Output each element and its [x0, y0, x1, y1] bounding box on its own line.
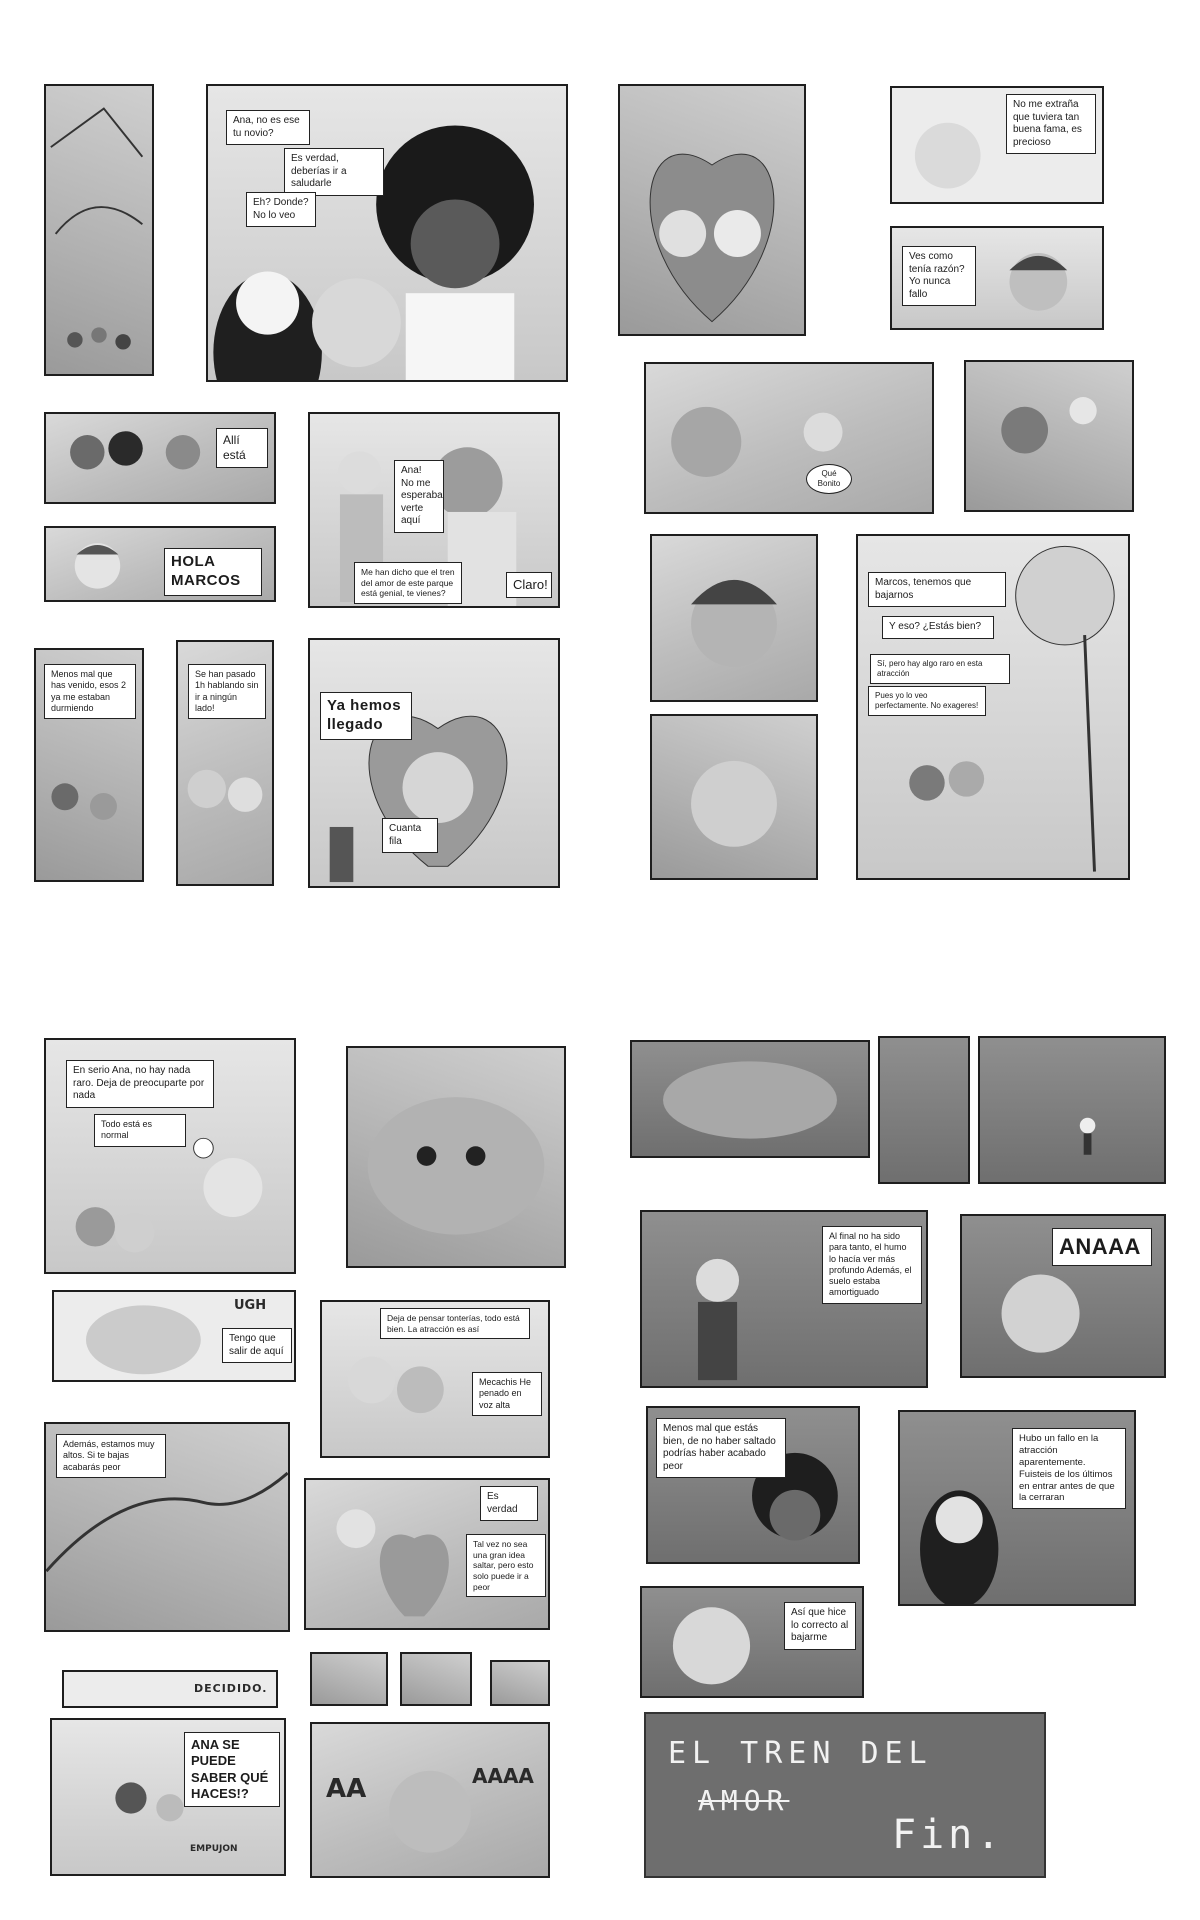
panel-p3-4 [320, 1300, 550, 1458]
speech-bubble: Es verdad [480, 1486, 538, 1521]
panel-p4-5 [898, 1410, 1136, 1606]
speech-bubble: Se han pasado 1h hablando sin ir a ningún lado! [188, 664, 266, 719]
panel-p2-7 [856, 534, 1130, 880]
speech-bubble: Ana, no es ese tu novio? [226, 110, 310, 145]
panel-p3-5 [44, 1422, 290, 1632]
speech-bubble: Pues yo lo veo perfectamente. No exageres! [868, 686, 986, 716]
panel-p4-6 [640, 1586, 864, 1698]
speech-bubble: Deja de pensar tonterías, todo está bien. La atracción es así [380, 1308, 530, 1339]
sfx-text: UGH [234, 1298, 267, 1313]
couple-heart-illustration [620, 86, 804, 334]
speech-bubble: En serio Ana, no hay nada raro. Deja de preocuparte por nada [66, 1060, 214, 1108]
panel-p1-3 [44, 412, 276, 504]
panel-p2-2 [890, 86, 1104, 204]
speech-bubble: Ana! No me esperaba verte aquí [394, 460, 444, 533]
rollercoaster-illustration [46, 86, 152, 374]
eyes-creature-illustration [348, 1048, 564, 1266]
speech-bubble: Allí está [216, 428, 268, 468]
ride-interior-illustration [646, 364, 932, 512]
panel-p1-7 [176, 640, 274, 886]
panel-p3-8 [50, 1718, 286, 1876]
speech-bubble: No me extraña que tuviera tan buena fama, es precioso [1006, 94, 1096, 154]
speech-bubble: Me han dicho que el tren del amor de este parque está genial, te vienes? [354, 562, 462, 604]
speech-bubble: Así que hice lo correcto al bajarme [784, 1602, 856, 1650]
panel-p1-6 [34, 648, 144, 882]
speech-bubble: ANAAA [1052, 1228, 1152, 1266]
fin-text: Fin. [892, 1812, 1005, 1858]
panel-p1-4 [44, 526, 276, 602]
speech-bubble: Ves como tenía razón? Yo nunca fallo [902, 246, 976, 306]
speech-bubble: Menos mal que has venido, esos 2 ya me estaban durmiendo [44, 664, 136, 719]
sfx-text: AAAA [472, 1764, 534, 1788]
speech-bubble: Además, estamos muy altos. Si te bajas acabarás peor [56, 1434, 166, 1478]
panel-p3-7 [62, 1670, 278, 1708]
panel-p3-2 [346, 1046, 566, 1268]
fall-impact-illustration [632, 1042, 868, 1156]
speech-bubble: Y eso? ¿Estás bien? [882, 616, 994, 639]
panel-p4-3 [960, 1214, 1166, 1378]
speech-bubble: Todo está es normal [94, 1114, 186, 1147]
panel-p1-5 [308, 412, 560, 608]
sfx-text: EMPUJON [190, 1844, 238, 1854]
speech-bubble: Cuanta fila [382, 818, 438, 853]
panel-p3-1 [44, 1038, 296, 1274]
panel-p3-9b [400, 1652, 472, 1706]
speech-bubble: Ya hemos llegado [320, 692, 412, 740]
panel-p2-4 [644, 362, 934, 514]
crossed-out-word: AMOR [698, 1784, 790, 1817]
panel-p1-8 [308, 638, 560, 888]
girl-eyes-closed-illustration [652, 716, 816, 878]
speech-bubble: Mecachis He penado en voz alta [472, 1372, 542, 1416]
speech-bubble: Qué Bonito [806, 464, 852, 494]
panel-p2-6b [650, 714, 818, 880]
panel-p4-2 [640, 1210, 928, 1388]
speech-bubble: Marcos, tenemos que bajarnos [868, 572, 1006, 607]
panel-p4-4 [646, 1406, 860, 1564]
small-figure-illustration [980, 1038, 1164, 1182]
speech-bubble: Hubo un fallo en la atracción aparentemente. Fuisteis de los últimos en entrar antes de que la cerraran [1012, 1428, 1126, 1509]
panel-p4-1a [630, 1040, 870, 1158]
speech-bubble: Eh? Donde? No lo veo [246, 192, 316, 227]
panel-p1-1 [44, 84, 154, 376]
speech-bubble: Al final no ha sido para tanto, el humo lo hacía ver más profundo Además, el suelo estaba amortiguado [822, 1226, 922, 1304]
speech-bubble: Claro! [506, 572, 552, 598]
panel-p3-9c [490, 1660, 550, 1706]
panel-p2-3 [890, 226, 1104, 330]
speech-bubble: Sí, pero hay algo raro en esta atracción [870, 654, 1010, 684]
caption-text: DECIDIDO. [194, 1682, 268, 1695]
sfx-text: AA [326, 1774, 367, 1804]
speech-bubble: Tengo que salir de aquí [222, 1328, 292, 1363]
panel-p2-1 [618, 84, 806, 336]
panel-p3-9a [310, 1652, 388, 1706]
panel-p3-10 [310, 1722, 550, 1878]
worried-girl-illustration [652, 536, 816, 700]
panel-p3-6 [304, 1478, 550, 1630]
speech-bubble: Tal vez no sea una gran idea saltar, pero esto solo puede ir a peor [466, 1534, 546, 1597]
title-panel [644, 1712, 1046, 1878]
ghost-flowers-illustration [966, 362, 1132, 510]
speech-bubble: ANA SE PUEDE SABER QUÉ HACES!? [184, 1732, 280, 1807]
panel-p4-1b [878, 1036, 970, 1184]
speech-bubble: Es verdad, deberías ir a saludarle [284, 148, 384, 196]
panel-p4-1c [978, 1036, 1166, 1184]
panel-p1-2 [206, 84, 568, 382]
panel-p3-3 [52, 1290, 296, 1382]
panel-p2-5 [964, 360, 1134, 512]
speech-bubble: HOLA MARCOS [164, 548, 262, 596]
story-title: EL TREN DEL [668, 1736, 933, 1771]
panel-p2-6a [650, 534, 818, 702]
speech-bubble: Menos mal que estás bien, de no haber saltado podrías haber acabado peor [656, 1418, 786, 1478]
